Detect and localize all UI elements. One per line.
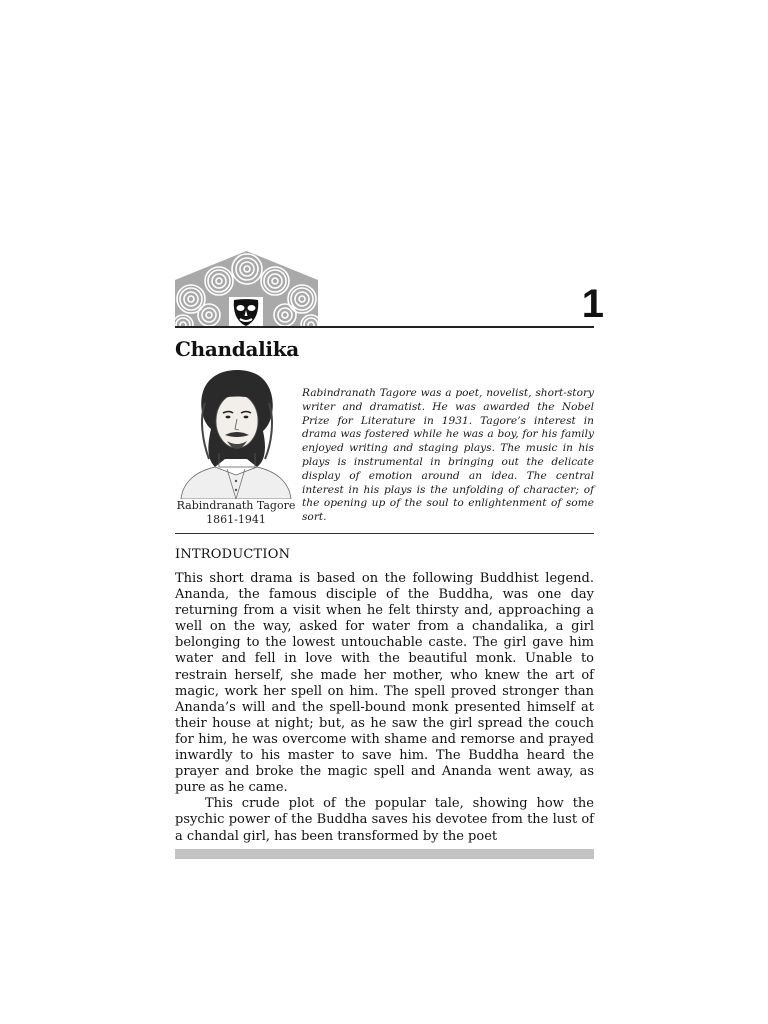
section-rule	[175, 533, 594, 534]
mask	[229, 297, 263, 328]
tagore-portrait	[175, 363, 297, 499]
body-text	[175, 571, 594, 845]
body-paragraph: This crude plot of the popular tale, showing how the psychic power of the Buddha saves his devotee from the lust of a chandal girl, has been transformed by the poet	[175, 796, 594, 844]
portrait-years: 1861-1941	[206, 513, 266, 526]
portrait-caption	[170, 499, 302, 527]
header-rule	[175, 326, 594, 328]
chapter-number: 1	[581, 282, 604, 326]
author-bio: Rabindranath Tagore was a poet, novelist, short-story writer and dramatist. He was awarded the Nobel Prize for Literature in 1931. Tagore’s interest in drama was fostered while he was a boy, for his family enjoyed writing and staging plays. The music in his plays is instrumental in bringing out the delicate display of emotion around an idea. The central interest in his plays is the unfolding of character; of the opening up of the soul to enlightenment of some sort.	[302, 387, 594, 524]
footer-bar	[175, 849, 594, 859]
chapter-title: Chandalika	[175, 337, 299, 361]
portrait-name: Rabindranath Tagore	[176, 499, 296, 512]
section-heading: INTRODUCTION	[175, 547, 291, 562]
body-paragraph: This short drama is based on the following Buddhist legend. Ananda, the famous disciple of the Buddha, was one day returning from a visit when he felt thirsty and, approaching a well on the way, asked for water from a chandalika, a girl belonging to the lowest untouchable caste. The girl gave him water and fell in love with the beautiful monk. Unable to restrain herself, she made her mother, who knew the art of magic, work her spell on him. The spell proved stronger than Ananda’s will and the spell-bound monk presented himself at their house at night; but, as he saw the girl spread the couch for him, he was overcome with shame and remorse and prayed inwardly to his master to save him. The Buddha heard the prayer and broke the magic spell and Ananda went away, as pure as he came.	[175, 571, 594, 796]
drama-mask-icon	[175, 251, 318, 328]
